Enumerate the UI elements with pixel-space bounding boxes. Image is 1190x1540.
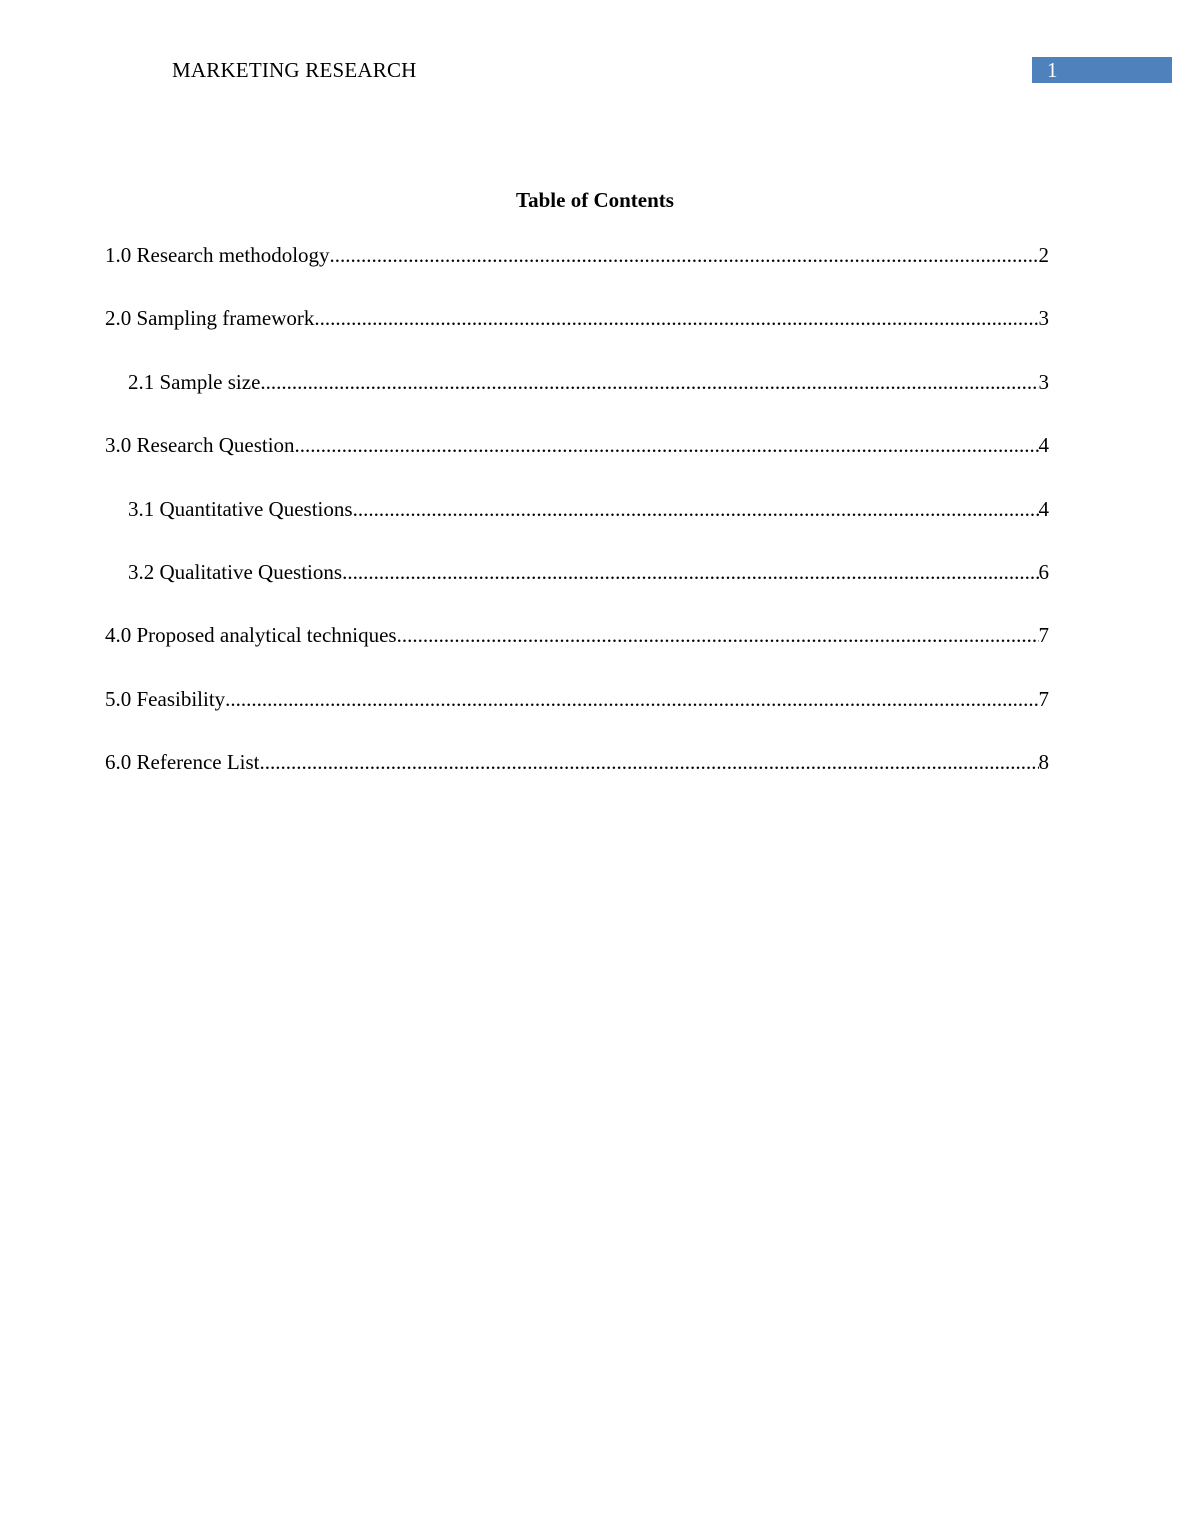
toc-heading: Table of Contents <box>516 188 674 212</box>
toc-entry-page: 8 <box>1038 750 1049 775</box>
toc-entry-page: 7 <box>1038 623 1049 648</box>
toc-dot-leader <box>225 685 1038 713</box>
toc-dot-leader <box>314 304 1038 332</box>
toc-dot-leader <box>330 241 1039 269</box>
toc-entry[interactable] <box>105 748 1049 811</box>
toc-entry-page: 4 <box>1038 496 1049 521</box>
toc-entry-page: 3 <box>1038 306 1049 331</box>
running-header-title: MARKETING RESEARCH <box>172 58 417 82</box>
toc-dot-leader <box>342 558 1038 586</box>
toc-entry-label: 6.0 Reference List <box>105 750 260 775</box>
toc-entry-label: 3.0 Research Question <box>105 433 295 458</box>
toc-entry-label: 3.1 Quantitative Questions <box>128 496 353 521</box>
toc-dot-leader <box>353 495 1039 523</box>
toc-entry-page: 3 <box>1038 369 1049 394</box>
toc-entry[interactable] <box>105 431 1049 494</box>
toc-entry[interactable] <box>105 685 1049 748</box>
toc-entry-page: 2 <box>1038 243 1049 267</box>
toc-dot-leader <box>397 621 1039 649</box>
table-of-contents <box>105 241 1049 812</box>
toc-entry-label: 2.0 Sampling framework <box>105 306 315 331</box>
toc-entry[interactable] <box>105 495 1049 558</box>
toc-entry[interactable] <box>105 558 1049 621</box>
toc-dot-leader <box>260 748 1039 776</box>
toc-dot-leader <box>260 368 1038 396</box>
page-number-badge: 1 <box>1032 57 1172 83</box>
toc-entry-label: 1.0 Research methodology <box>105 243 330 267</box>
toc-entry[interactable] <box>105 304 1049 367</box>
toc-entry-label: 3.2 Qualitative Questions <box>128 559 343 584</box>
toc-entry-label: 4.0 Proposed analytical techniques <box>105 623 397 648</box>
toc-entry[interactable] <box>105 241 1049 304</box>
toc-entry[interactable] <box>105 368 1049 431</box>
toc-entry[interactable] <box>105 621 1049 684</box>
toc-dot-leader <box>295 431 1039 459</box>
toc-entry-page: 6 <box>1038 559 1049 584</box>
toc-entry-page: 4 <box>1038 433 1049 458</box>
toc-entry-label: 2.1 Sample size <box>128 369 261 394</box>
toc-entry-label: 5.0 Feasibility <box>105 686 226 711</box>
toc-entry-page: 7 <box>1038 686 1049 711</box>
